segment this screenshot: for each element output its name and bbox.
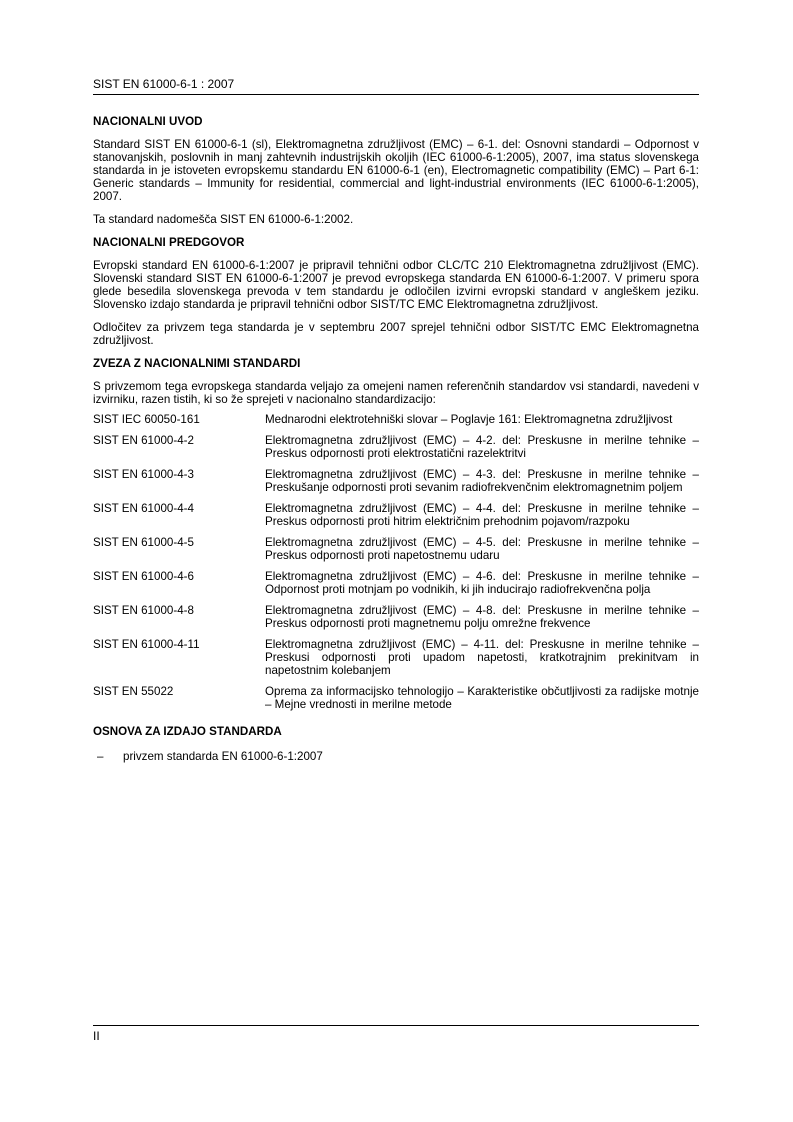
- reference-code: SIST EN 61000-4-3: [93, 468, 194, 481]
- reference-title: Elektromagnetna združljivost (EMC) – 4-3. del: Preskusne in merilne tehnike – Preskušanje odpornosti proti sevanim radiofrekvenčnim elektromagnetnim poljem: [265, 468, 699, 494]
- table-row: [93, 604, 699, 630]
- reference-title: Elektromagnetna združljivost (EMC) – 4-4. del: Preskusne in merilne tehnike – Preskus odpornosti proti hitrim električnim prehodnim pojavom/razpoku: [265, 502, 699, 528]
- table-row: [93, 638, 699, 677]
- table-row: [93, 536, 699, 562]
- references-intro: S privzemom tega evropskega standarda veljajo za omejeni namen referenčnih standardov vsi standardi, navedeni v izvirniku, razen tistih, ki so že sprejeti v nacionalno standardizacijo:: [93, 380, 699, 406]
- reference-title: Elektromagnetna združljivost (EMC) – 4-6. del: Preskusne in merilne tehnike – Odpornost proti motnjam po vodnikih, ki jih inducirajo radiofrekvenčna polja: [265, 570, 699, 596]
- references-table: [93, 413, 699, 711]
- reference-title: Elektromagnetna združljivost (EMC) – 4-2. del: Preskusne in merilne tehnike – Preskus odpornosti proti elektrostatični razelektritvi: [265, 434, 699, 460]
- intro-paragraph-1: Standard SIST EN 61000-6-1 (sl), Elektromagnetna združljivost (EMC) – 6-1. del: Osnovni standardi – Odpornost v stanovanjskih, poslovnih in manj zahtevnih industrijskih okoljih (IEC 61000-6-1:2005), 2007, ima status slovenskega standarda in je istoveten evropskemu standardu EN 61000-6-1 (en), Electromagnetic compatibility (EMC) – Part 6-1: Generic standards – Immunity for residential, commercial and light-industrial environments (IEC 61000-6-1:2005), 2007.: [93, 138, 699, 203]
- list-item: [93, 750, 699, 763]
- table-row: [93, 570, 699, 596]
- table-row: [93, 413, 699, 426]
- reference-code: SIST EN 61000-4-4: [93, 502, 194, 515]
- reference-title: Elektromagnetna združljivost (EMC) – 4-11. del: Preskusne in merilne tehnike – Preskusi odpornosti proti upadom napetosti, kratkotrajnim prekinitvam in napetostnim kolebanjem: [265, 638, 699, 677]
- reference-code: SIST EN 61000-4-6: [93, 570, 194, 583]
- section-heading-intro: NACIONALNI UVOD: [93, 115, 203, 128]
- reference-title: Mednarodni elektrotehniški slovar – Poglavje 161: Elektromagnetna združljivost: [265, 413, 673, 426]
- list-item-text: privzem standarda EN 61000-6-1:2007: [123, 750, 323, 763]
- reference-code: SIST EN 61000-4-5: [93, 536, 194, 549]
- section-heading-references: ZVEZA Z NACIONALNIMI STANDARDI: [93, 357, 301, 370]
- page-content: [93, 115, 699, 763]
- list-dash: –: [97, 750, 104, 763]
- reference-code: SIST EN 55022: [93, 685, 174, 698]
- page-footer: [93, 1025, 699, 1044]
- page-number: II: [93, 1029, 100, 1043]
- reference-code: SIST IEC 60050-161: [93, 413, 200, 426]
- intro-paragraph-2: Ta standard nadomešča SIST EN 61000-6-1:2002.: [93, 213, 354, 226]
- reference-title: Elektromagnetna združljivost (EMC) – 4-5. del: Preskusne in merilne tehnike – Preskus odpornosti proti napetostnemu udaru: [265, 536, 699, 562]
- page-header: [93, 77, 699, 95]
- foreword-paragraph-1: Evropski standard EN 61000-6-1:2007 je pripravil tehnični odbor CLC/TC 210 Elektromagnetna združljivost (EMC). Slovenski standard SIST EN 61000-6-1:2007 je prevod evropskega standarda EN 61000-6-1:2007. V primeru spora glede besedila slovenskega prevoda v tem standardu je odločilen izvirni evropski standard v angleškem jeziku. Slovensko izdajo standarda je pripravil tehnični odbor SIST/TC EMC Elektromagnetna združljivost.: [93, 259, 699, 311]
- section-heading-basis: OSNOVA ZA IZDAJO STANDARDA: [93, 725, 282, 738]
- reference-code: SIST EN 61000-4-11: [93, 638, 200, 651]
- section-heading-foreword: NACIONALNI PREDGOVOR: [93, 236, 245, 249]
- header-standard-code: SIST EN 61000-6-1 : 2007: [93, 77, 235, 91]
- reference-title: Oprema za informacijsko tehnologijo – Karakteristike občutljivosti za radijske motnje – Mejne vrednosti in merilne metode: [265, 685, 699, 711]
- table-row: [93, 468, 699, 494]
- table-row: [93, 502, 699, 528]
- table-row: [93, 434, 699, 460]
- reference-code: SIST EN 61000-4-8: [93, 604, 194, 617]
- reference-code: SIST EN 61000-4-2: [93, 434, 194, 447]
- basis-list: [93, 750, 699, 763]
- table-row: [93, 685, 699, 711]
- reference-title: Elektromagnetna združljivost (EMC) – 4-8. del: Preskusne in merilne tehnike – Preskus odpornosti proti magnetnemu polju omrežne frekvence: [265, 604, 699, 630]
- foreword-paragraph-2: Odločitev za privzem tega standarda je v septembru 2007 sprejel tehnični odbor SIST/TC EMC Elektromagnetna združljivost.: [93, 321, 699, 347]
